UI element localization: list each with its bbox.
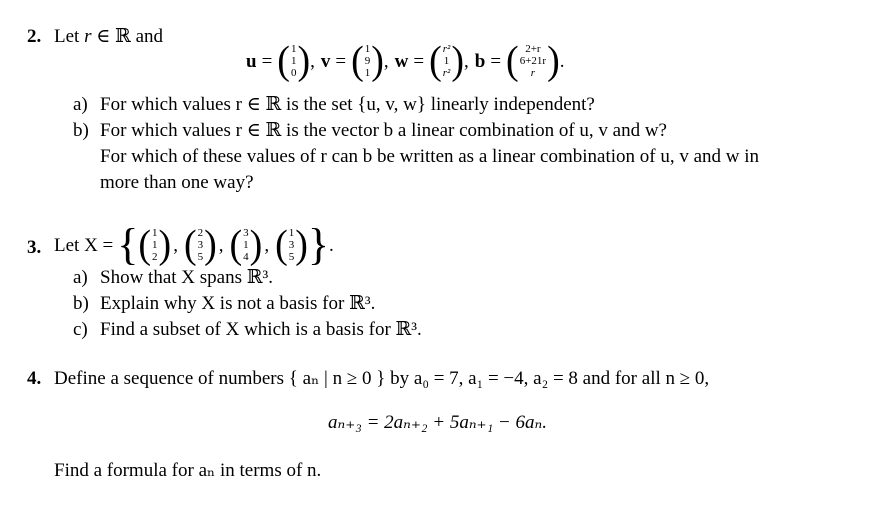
equals-sign: = [335, 50, 347, 72]
set-vector-entry: 2 [152, 251, 158, 263]
question-2-intro [54, 27, 163, 46]
set-vector-2: ( 2 3 5 ) [183, 222, 217, 268]
intro-var-r: r [84, 26, 92, 47]
set-vector-entry: 1 [152, 227, 158, 239]
question-2a-label: a) [73, 94, 88, 115]
vector-b-label: b [474, 50, 486, 72]
set-vector-entry: 4 [243, 251, 249, 263]
set-vector-entry: 2 [197, 227, 204, 239]
period: . [559, 50, 565, 72]
question-3-number: 3. [27, 237, 42, 258]
set-close-brace: } [307, 220, 330, 269]
comma: , [464, 50, 469, 72]
question-3b-label: b) [73, 293, 89, 314]
equals-sign: = [490, 50, 502, 72]
vector-u-entry: 1 [290, 55, 297, 67]
intro-let: Let [54, 26, 85, 47]
question-4-intro: Define a sequence of numbers { aₙ | n ≥ 0 } by a₀ = 7, a₁ = −4, a₂ = 8 and for all n ≥ 0, [54, 368, 710, 389]
vector-w: ( r² 1 r² ) [429, 38, 464, 84]
period: . [329, 234, 334, 256]
vector-b: ( 2+r 6+21r r ) [506, 38, 560, 84]
question-3a-label: a) [73, 267, 88, 288]
question-2a-text: For which values r ∈ ℝ is the set {u, v, w} linearly independent? [100, 94, 595, 115]
question-2-vector-definitions [246, 38, 565, 84]
set-vector-entry: 3 [243, 227, 249, 239]
comma: , [383, 50, 389, 72]
vector-u-entry: 1 [290, 43, 297, 55]
set-vector-entry: 1 [243, 239, 249, 251]
vector-u: ( 1 1 0 ) [277, 38, 311, 84]
set-vector-entry: 1 [288, 227, 295, 239]
question-2b-continuation-2: more than one way? [100, 172, 254, 193]
question-3c-label: c) [73, 319, 88, 340]
equals-sign: = [261, 50, 273, 72]
set-vector-3: ( 3 1 4 ) [229, 222, 263, 268]
set-open-brace: { [117, 220, 139, 269]
question-3-intro: Let X = [54, 234, 114, 256]
vector-w-entry: 1 [443, 55, 450, 67]
vector-w-entry: r² [442, 67, 451, 79]
equals-sign: = [413, 50, 425, 72]
vector-b-entry: 2+r [525, 43, 541, 55]
set-vector-4: ( 1 3 5 ) [275, 222, 308, 268]
vector-w-entry: r² [442, 43, 451, 55]
question-4-recurrence [0, 413, 875, 432]
question-3c-text: Find a subset of X which is a basis for ℝ³. [100, 319, 422, 340]
question-2b-continuation-1: For which of these values of r can b be written as a linear combination of u, v and w in [100, 146, 760, 167]
vector-v-entry: 1 [364, 67, 371, 79]
question-4-final: Find a formula for aₙ in terms of n. [54, 460, 322, 481]
question-3-set-definition [54, 222, 334, 268]
comma: , [264, 234, 270, 256]
set-vector-entry: 5 [197, 251, 204, 263]
vector-v-entry: 1 [364, 43, 371, 55]
set-vector-entry: 3 [197, 239, 204, 251]
vector-w-label: w [394, 50, 409, 72]
comma: , [218, 234, 224, 256]
question-2-number: 2. [27, 26, 42, 47]
question-3a-text: Show that X spans ℝ³. [100, 267, 273, 288]
intro-in-reals: ∈ ℝ and [91, 26, 164, 47]
vector-u-label: u [246, 50, 257, 72]
vector-v-entry: 9 [364, 55, 371, 67]
vector-b-entry: 6+21r [519, 55, 547, 67]
question-2b-text: For which values r ∈ ℝ is the vector b a linear combination of u, v and w? [100, 120, 667, 141]
comma: , [310, 50, 315, 72]
vector-b-entry: r [530, 67, 536, 79]
comma: , [173, 234, 178, 256]
question-2b-label: b) [73, 120, 89, 141]
set-vector-entry: 1 [152, 239, 158, 251]
vector-v: ( 1 9 1 ) [351, 38, 384, 84]
recurrence-equation: aₙ₊₃ = 2aₙ₊₂ + 5aₙ₊₁ − 6aₙ. [328, 412, 547, 433]
question-3b-text: Explain why X is not a basis for ℝ³. [100, 293, 376, 314]
vector-v-label: v [320, 50, 331, 72]
vector-u-entry: 0 [290, 67, 297, 79]
set-vector-1: ( 1 1 2 ) [138, 222, 172, 268]
set-vector-entry: 5 [288, 251, 295, 263]
question-4-number: 4. [27, 368, 42, 389]
set-vector-entry: 3 [288, 239, 295, 251]
